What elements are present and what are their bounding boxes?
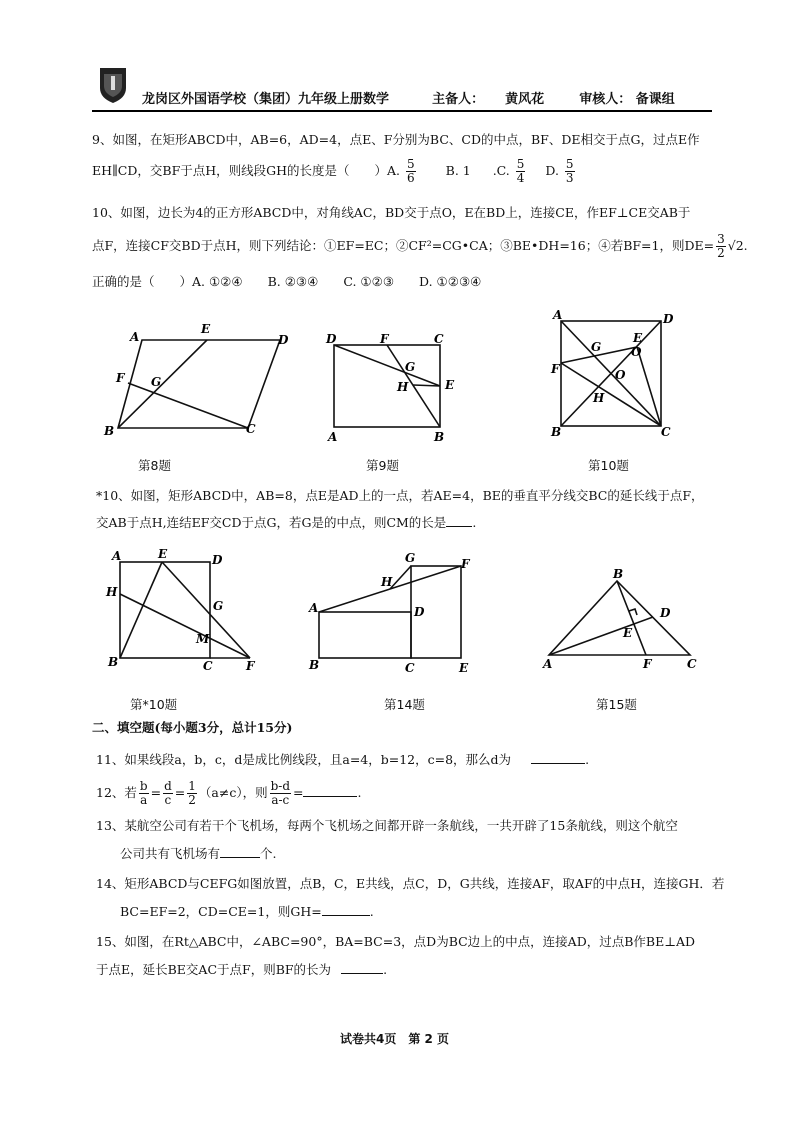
fig8-label-D: D: [278, 333, 289, 347]
caption-fig10: 第10题: [588, 458, 629, 473]
q13-end: 个.: [260, 846, 277, 861]
q12-frac-b-a: [139, 780, 149, 807]
figure-8: [100, 315, 300, 445]
figure-10b: [100, 548, 270, 678]
fig8-label-C: C: [246, 422, 256, 436]
caption-fig15: 第15题: [596, 697, 637, 712]
q10-line1: 10、如图，边长为4的正方形ABCD中，对角线AC，BD交于点O，E在BD上，连接CE，作EF⊥CE交AB于: [92, 205, 691, 220]
q10-line3: 正确的是（ ）A. ①②④ B. ②③④ C. ①②③ D. ①②③④: [92, 274, 482, 289]
fig15-label-A: A: [543, 657, 553, 671]
fig10b-label-H: H: [106, 585, 118, 599]
fig8-line-FC: [128, 383, 248, 428]
fig10-label-O-upper: O: [631, 345, 642, 359]
q15-end: .: [383, 962, 388, 977]
fig10b-label-C: C: [203, 659, 213, 673]
fig9-label-G: G: [405, 360, 416, 374]
fig9-label-C: C: [434, 332, 444, 346]
fig8-label-E: E: [201, 322, 211, 336]
fig14-label-E: E: [459, 661, 469, 675]
header-reviewer-label: 审核人：: [579, 92, 632, 107]
caption-fig10b: 第*10题: [130, 697, 178, 712]
caption-fig8: 第8题: [138, 458, 171, 473]
fig9-label-E: E: [445, 378, 455, 392]
fig14-label-G: G: [405, 551, 416, 565]
q9-line2: [92, 158, 577, 185]
header-text: [142, 88, 675, 107]
page-footer: 试卷共4页 第 2 页: [340, 1032, 450, 1046]
q12-f3-num: 1: [188, 779, 196, 793]
fig15-label-E: E: [623, 626, 633, 640]
q9-option-d-label: D.: [545, 163, 559, 178]
q15-line2: [96, 962, 387, 978]
fig10-label-C: C: [661, 425, 671, 439]
caption-fig14: 第14题: [384, 697, 425, 712]
fig10b-label-E: E: [158, 548, 168, 561]
q12-condition: （a≠c），则: [198, 785, 268, 800]
q12-frac-target: [270, 780, 291, 807]
fig14-label-A: A: [309, 601, 319, 615]
fig9-line-EH: [413, 385, 440, 386]
fig10-label-A: A: [553, 308, 563, 322]
q10-de-den: 2: [717, 246, 725, 260]
fig14-rectangle-ABCD: [319, 612, 411, 658]
q9-a-den: 6: [407, 171, 415, 185]
figure-9: [320, 325, 470, 450]
q14-line1: 14、矩形ABCD与CEFG如图放置，点B，C，E共线，点C，D，G共线，连接AF，取AF的中点H，连接GH．若: [96, 876, 725, 891]
q13-line2: [120, 846, 277, 862]
fig10b-label-A: A: [112, 549, 122, 563]
fig14-label-D: D: [414, 605, 425, 619]
fig9-line-DE: [334, 345, 440, 386]
fig14-label-B: B: [309, 658, 320, 672]
fig10-label-O: O: [615, 368, 626, 382]
fig8-label-B: B: [104, 424, 115, 438]
q9-d-num: 5: [565, 157, 574, 171]
q12-eq3: =: [293, 785, 304, 800]
q12-prefix: 12、若: [96, 785, 137, 800]
school-logo-icon: [98, 66, 128, 104]
q12-f4-num: b-d: [270, 779, 290, 793]
figure-15: [535, 565, 710, 675]
q10-stem: 点F，连接CF交BD于点H，则下列结论：①EF=EC；②CF²=CG•CA；③BE•DH=16；④若BF=1，则DE=: [92, 238, 715, 253]
q9-stem: EH∥CD，交BF于点H，则线段GH的长度是（ ）A.: [92, 163, 401, 178]
header-reviewer: 备课组: [635, 92, 675, 107]
q12-f3-den: 2: [188, 793, 196, 807]
fig14-label-H: H: [381, 575, 393, 589]
fig15-label-C: C: [687, 657, 697, 671]
header-school: 龙岗区外国语学校（集团）九年级上册数学: [142, 92, 390, 107]
q12-f4-den: a-c: [271, 793, 290, 807]
fig9-label-B: B: [434, 430, 445, 444]
figure-14: [305, 548, 485, 678]
fig9-label-A: A: [328, 430, 338, 444]
q10b-end: .: [472, 515, 477, 530]
fig10-label-E: E: [633, 331, 643, 345]
fig10-label-B: B: [551, 425, 562, 439]
q9-option-a-fraction: [406, 158, 416, 185]
q9-a-num: 5: [407, 157, 415, 171]
q9-option-b: B. 1: [445, 163, 471, 178]
q12-f1-num: b: [139, 779, 148, 793]
fig10-label-D: D: [663, 312, 674, 326]
fig15-label-B: B: [613, 567, 624, 581]
q11: [96, 752, 589, 768]
q12: [96, 780, 361, 807]
fig8-label-G: G: [151, 375, 162, 389]
q9-option-d-fraction: [565, 158, 575, 185]
fig8-parallelogram: [118, 340, 280, 428]
header-author-label: 主备人：: [432, 92, 485, 107]
fig10b-label-D: D: [212, 553, 223, 567]
fig10-label-H: H: [593, 391, 605, 405]
fig10-label-F: F: [551, 362, 560, 376]
fig8-label-A: A: [130, 330, 140, 344]
q11-text: 11、如果线段a，b，c，d是成比例线段，且a=4，b=12，c=8，那么d为: [96, 752, 512, 767]
q9-d-den: 3: [565, 171, 574, 185]
fig10b-line-HF: [120, 594, 250, 658]
q15-line1: 15、如图，在Rt△ABC中，∠ABC=90°，BA=BC=3，点D为BC边上的中点，连接AD，过点B作BE⊥AD: [96, 934, 696, 949]
fig10b-label-M: M: [196, 632, 210, 646]
fig9-label-D: D: [326, 332, 337, 346]
figure-10: [545, 305, 685, 440]
header-rule: [92, 110, 712, 112]
fig10b-label-G: G: [213, 599, 224, 613]
fig10b-label-F: F: [246, 659, 255, 673]
q11-end: .: [585, 752, 590, 767]
q12-eq2: =: [174, 785, 186, 800]
q14-end: .: [369, 904, 374, 919]
fig15-label-F: F: [643, 657, 652, 671]
q12-f2-den: c: [164, 793, 172, 807]
page-header: [92, 60, 712, 110]
q9-option-c-label: .C.: [492, 163, 510, 178]
fig9-label-F: F: [380, 332, 389, 346]
fig15-line-AD: [549, 617, 653, 655]
q9-c-den: 4: [516, 171, 525, 185]
fig10b-label-B: B: [108, 655, 119, 669]
q12-f1-den: a: [140, 793, 148, 807]
q10b-stem: 交AB于点H,连结EF交CD于点G，若G是的中点，则CM的长是: [96, 515, 447, 530]
q10-de-num: 3: [717, 232, 725, 246]
q10-de-end: .: [743, 238, 748, 253]
q12-f2-num: d: [164, 779, 172, 793]
fig10b-line-BE: [120, 562, 162, 658]
header-author: 黄风花: [505, 92, 545, 107]
fig9-label-H: H: [397, 380, 409, 394]
q10-line2: [92, 233, 748, 260]
q15-stem: 于点E，延长BE交AC于点F，则BF的长为: [96, 962, 332, 977]
q10b-line1: *10、如图，矩形ABCD中，AB=8，点E是AD上的一点，若AE=4，BE的垂直平分线交BC的延长线于点F，: [96, 488, 704, 503]
q9-option-c-fraction: [516, 158, 526, 185]
q9-line1: 9、如图，在矩形ABCD中，AB=6，AD=4，点E、F分别为BC、CD的中点，BF、DE相交于点G，过点E作: [92, 132, 700, 147]
q12-end: .: [357, 785, 362, 800]
fig10-label-G: G: [591, 340, 602, 354]
fig15-label-D: D: [660, 606, 671, 620]
q14-line2: [120, 904, 374, 920]
fig15-line-BF: [617, 581, 646, 655]
q9-c-num: 5: [516, 157, 525, 171]
q10b-line2: [96, 515, 476, 531]
q12-frac-1-2: [187, 780, 197, 807]
q14-stem: BC=EF=2，CD=CE=1，则GH=: [120, 904, 322, 919]
fig14-label-C: C: [405, 661, 415, 675]
q10-de-fraction: [716, 233, 726, 260]
caption-fig9: 第9题: [366, 458, 399, 473]
fig8-label-F: F: [116, 371, 125, 385]
q12-eq1: =: [150, 785, 162, 800]
q13-line1: 13、某航空公司有若干个飞机场，每两个飞机场之间都开辟一条航线，一共开辟了15条航线，则这个航空: [96, 818, 678, 833]
q13-stem: 公司共有飞机场有: [120, 846, 221, 861]
q10-de-root: √2: [727, 238, 744, 253]
section2-title: 二、填空题(每小题3分，总计15分): [92, 720, 293, 735]
fig14-label-F: F: [461, 557, 470, 571]
q12-frac-d-c: [163, 780, 173, 807]
